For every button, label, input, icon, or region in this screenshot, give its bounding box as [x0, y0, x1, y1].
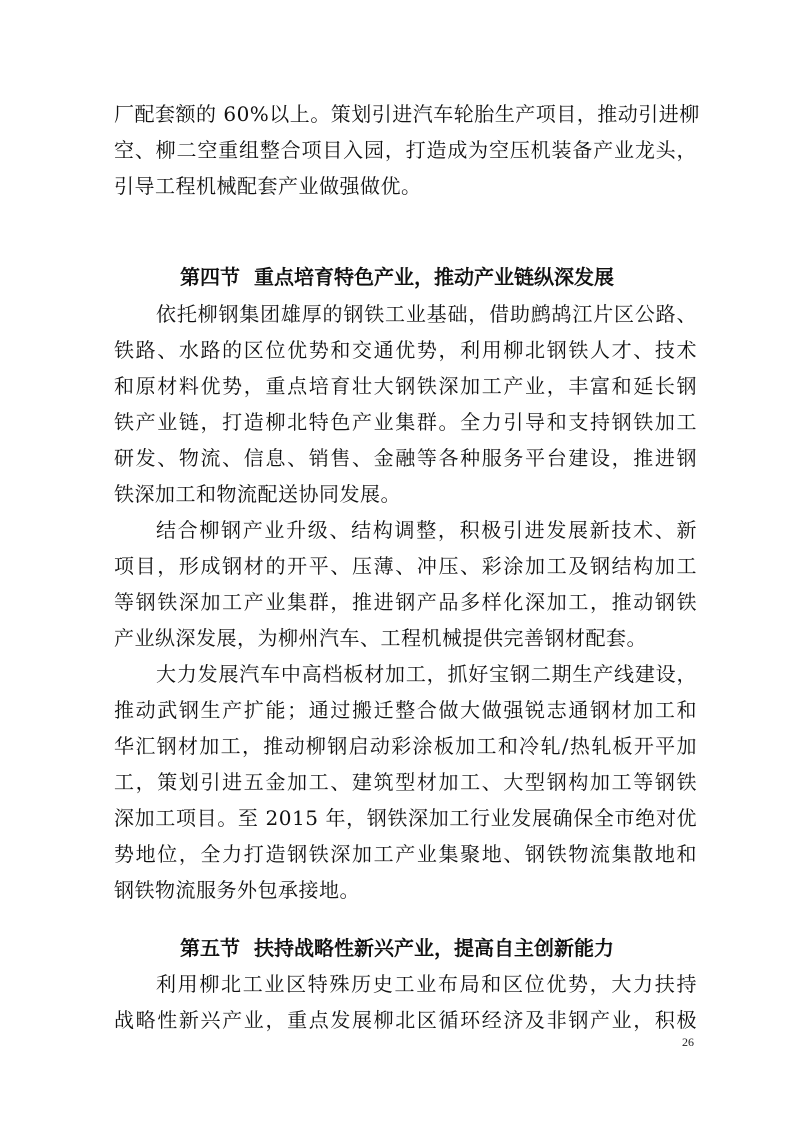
text-line: 空、柳二空重组整合项目入园，打造成为空压机装备产业龙头， — [114, 138, 697, 162]
paragraph — [114, 656, 697, 908]
section-number: 第四节 — [180, 265, 240, 289]
text-line: 深加工项目。至 2015 年，钢铁深加工行业发展确保全市绝对优 — [114, 806, 697, 830]
section-number: 第五节 — [180, 936, 240, 960]
section-title: 扶持战略性新兴产业，提高自主创新能力 — [254, 936, 614, 960]
text-line: 铁路、水路的区位优势和交通优势，利用柳北钢铁人才、技术 — [114, 338, 697, 362]
text-line: 钢铁物流服务外包承接地。 — [114, 878, 360, 902]
section-body — [114, 966, 697, 1038]
paragraph — [114, 296, 697, 512]
text-line: 铁产业链，打造柳北特色产业集群。全力引导和支持钢铁加工 — [114, 410, 697, 434]
text-line: 结合柳钢产业升级、结构调整，积极引进发展新技术、新 — [156, 518, 697, 542]
section-heading — [0, 259, 794, 295]
text-line: 大力发展汽车中高档板材加工，抓好宝钢二期生产线建设， — [156, 662, 697, 686]
text-line: 利用柳北工业区特殊历史工业布局和区位优势，大力扶持 — [156, 972, 697, 996]
text-line: 推动武钢生产扩能；通过搬迁整合做大做强锐志通钢材加工和 — [114, 698, 697, 722]
paragraph — [114, 966, 697, 1038]
text-line: 华汇钢材加工，推动柳钢启动彩涂板加工和冷轧/热轧板开平加 — [114, 734, 697, 758]
text-line: 研发、物流、信息、销售、金融等各种服务平台建设，推进钢 — [114, 446, 697, 470]
section-heading — [0, 930, 794, 966]
continuation-paragraph — [114, 96, 700, 204]
text-line: 产业纵深发展，为柳州汽车、工程机械提供完善钢材配套。 — [114, 626, 647, 650]
text-line: 等钢铁深加工产业集群，推进钢产品多样化深加工，推动钢铁 — [114, 590, 697, 614]
text-line: 战略性新兴产业，重点发展柳北区循环经济及非钢产业，积极 — [114, 1008, 697, 1032]
section-body — [114, 296, 697, 908]
text-line: 项目，形成钢材的开平、压薄、冲压、彩涂加工及钢结构加工 — [114, 554, 697, 578]
paragraph — [114, 512, 697, 656]
text-line: 工，策划引进五金加工、建筑型材加工、大型钢构加工等钢铁 — [114, 770, 697, 794]
section-title: 重点培育特色产业，推动产业链纵深发展 — [254, 265, 614, 289]
text-line: 厂配套额的 60%以上。策划引进汽车轮胎生产项目，推动引进柳 — [114, 102, 700, 126]
page-number: 26 — [682, 1035, 694, 1049]
text-line: 铁深加工和物流配送协同发展。 — [114, 482, 401, 506]
text-line: 引导工程机械配套产业做强做优。 — [114, 174, 422, 198]
text-line: 和原材料优势，重点培育壮大钢铁深加工产业，丰富和延长钢 — [114, 374, 697, 398]
text-line: 依托柳钢集团雄厚的钢铁工业基础，借助鹧鸪江片区公路、 — [156, 302, 697, 326]
text-line: 势地位，全力打造钢铁深加工产业集聚地、钢铁物流集散地和 — [114, 842, 697, 866]
